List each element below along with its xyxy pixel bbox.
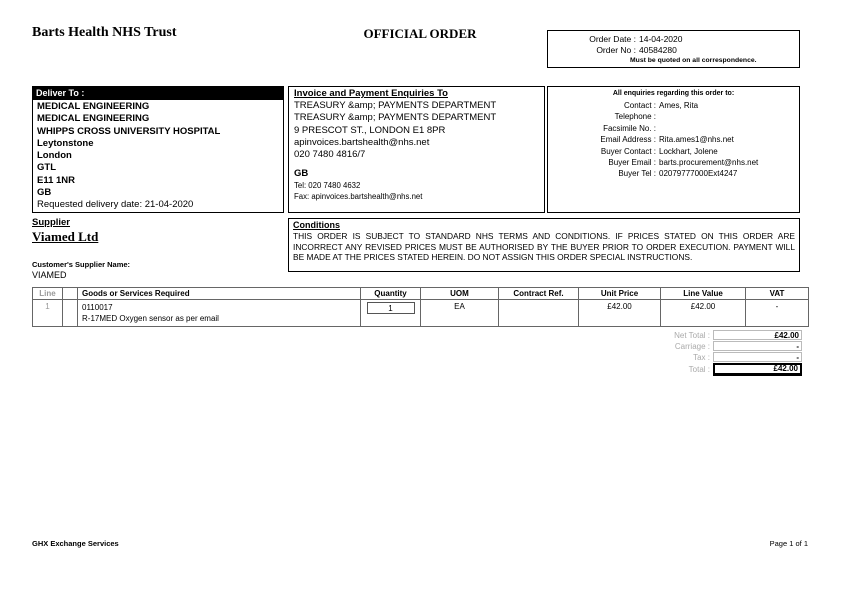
- contact-value: Ames, Rita: [659, 101, 699, 110]
- totals-section: [598, 330, 802, 377]
- col-header-line-value: Line Value: [661, 288, 746, 300]
- item-goods-cell: [78, 300, 361, 327]
- invoice-enquiries-address: [294, 100, 539, 161]
- buyer-contact-label: Buyer Contact :: [600, 146, 656, 156]
- carriage-label: Carriage :: [674, 341, 710, 351]
- order-no-row: [548, 45, 799, 56]
- carriage-value: -: [713, 341, 802, 351]
- order-note: Must be quoted on all correspondence.: [630, 57, 757, 64]
- enquiries-contact-box: [547, 86, 800, 213]
- address-line: Leytonstone: [37, 137, 94, 149]
- invoice-enquiries-heading: Invoice and Payment Enquiries To: [294, 88, 448, 99]
- trust-name: Barts Health NHS Trust: [32, 25, 177, 40]
- invoice-phone: 020 7480 4816/7: [294, 149, 366, 161]
- order-date-value: 14-04-2020: [639, 34, 683, 44]
- net-total-row: [598, 330, 802, 340]
- buyer-email-label: Buyer Email :: [608, 158, 656, 168]
- page-title: OFFICIAL ORDER: [363, 26, 477, 41]
- invoice-line: 9 PRESCOT ST., LONDON E1 8PR: [294, 124, 446, 136]
- footer-page-number: Page 1 of 1: [769, 539, 808, 548]
- invoice-email: apinvoices.bartshealth@nhs.net: [294, 136, 430, 148]
- tax-value: -: [713, 352, 802, 362]
- buyer-email-value: barts.procurement@nhs.net: [659, 158, 759, 168]
- item-line-number: 1: [33, 300, 63, 327]
- order-info-box: [547, 30, 800, 68]
- supplier-block: [32, 217, 130, 280]
- item-unit-price: £42.00: [579, 300, 661, 327]
- footer-service-name: GHX Exchange Services: [32, 539, 119, 548]
- line-items-table: [32, 287, 809, 327]
- item-code: 0110017: [82, 303, 113, 312]
- col-header-line: Line: [33, 288, 63, 300]
- buyer-tel-value: 02079777000Ext4247: [659, 169, 738, 179]
- grand-total-label: Total :: [688, 365, 710, 374]
- address-line: GB: [37, 187, 52, 199]
- deliver-to-address: [33, 100, 283, 213]
- address-line: GTL: [37, 162, 56, 174]
- contact-row: [548, 157, 799, 168]
- conditions-heading: Conditions: [293, 220, 340, 230]
- item-vat: -: [746, 300, 809, 327]
- enquiries-heading: All enquiries regarding this order to:: [612, 90, 735, 97]
- col-header-unit-price: Unit Price: [579, 288, 661, 300]
- facsimile-label: Facsimile No. :: [603, 123, 656, 133]
- net-total-value: £42.00: [713, 330, 802, 340]
- table-row: [33, 300, 809, 327]
- deliver-to-box: [32, 86, 284, 213]
- telephone-label: Telephone :: [614, 112, 656, 122]
- tax-label: Tax :: [693, 352, 710, 362]
- col-header-vat: VAT: [746, 288, 809, 300]
- supplier-heading: Supplier: [32, 217, 71, 228]
- col-header-quantity: Quantity: [361, 288, 421, 300]
- address-line: MEDICAL ENGINEERING: [37, 113, 150, 125]
- item-line-value: £42.00: [661, 300, 746, 327]
- supplier-name: Viamed Ltd: [32, 229, 99, 244]
- buyer-tel-label: Buyer Tel :: [618, 169, 656, 179]
- contact-row: [548, 100, 799, 111]
- email-address-label: Email Address :: [600, 135, 656, 145]
- item-quantity: 1: [367, 302, 415, 314]
- invoice-fax: Fax: apinvoices.bartshealth@nhs.net: [294, 192, 423, 202]
- item-quantity-cell: [361, 300, 421, 327]
- order-date-label: Order Date :: [589, 34, 636, 44]
- address-line: MEDICAL ENGINEERING: [37, 101, 150, 112]
- invoice-line: TREASURY &amp; PAYMENTS DEPARTMENT: [294, 112, 497, 124]
- invoice-enquiries-box: [288, 86, 545, 213]
- item-contract-ref: [499, 300, 579, 327]
- order-no-value: 40584280: [639, 45, 677, 55]
- contact-row: [548, 168, 799, 179]
- tax-row: [598, 352, 802, 362]
- invoice-tel-fax: [294, 180, 539, 202]
- contact-row: [548, 111, 799, 122]
- item-description: R-17MED Oxygen sensor as per email: [82, 314, 219, 323]
- col-header-goods: Goods or Services Required: [78, 288, 361, 300]
- order-no-label: Order No :: [596, 45, 636, 55]
- customer-supplier-label: Customer's Supplier Name:: [32, 260, 131, 269]
- order-date-row: [548, 34, 799, 45]
- address-line: London: [37, 150, 72, 162]
- email-address-value: Rita.ames1@nhs.net: [659, 135, 734, 145]
- contact-row: [548, 123, 799, 134]
- item-spacer-cell: [63, 300, 78, 327]
- address-line: WHIPPS CROSS UNIVERSITY HOSPITAL: [37, 125, 221, 137]
- table-header-row: [33, 288, 809, 300]
- col-header-uom: UOM: [421, 288, 499, 300]
- contact-row: [548, 134, 799, 145]
- item-uom: EA: [421, 300, 499, 327]
- deliver-to-heading: Deliver To :: [33, 87, 283, 100]
- address-line: E11 1NR: [37, 174, 76, 186]
- buyer-contact-value: Lockhart, Jolene: [659, 146, 718, 156]
- conditions-text: THIS ORDER IS SUBJECT TO STANDARD NHS TERMS AND CONDITIONS. IF PRICES STATED ON THIS ORDER ARE INCORRECT ANY REVISED PRICES MUST BE AUTHORISED BY THE BUYER PRIOR TO ORDER EXECUTION. PAYMENT WILL BE MADE AT THE PRICES STATED HEREIN. DO NOT ASSIGN THIS ORDER SPECIAL INSTRUCTIONS.: [293, 231, 795, 263]
- conditions-box: [288, 218, 800, 272]
- customer-supplier-name: VIAMED: [32, 270, 67, 280]
- carriage-row: [598, 341, 802, 351]
- contact-label: Contact :: [623, 101, 656, 110]
- invoice-tel: Tel: 020 7480 4632: [294, 181, 361, 191]
- grand-total-row: [598, 363, 802, 376]
- invoice-line: TREASURY &amp; PAYMENTS DEPARTMENT: [294, 100, 497, 111]
- col-header-contract-ref: Contract Ref.: [499, 288, 579, 300]
- requested-delivery-date: Requested delivery date: 21-04-2020: [37, 199, 194, 211]
- col-header-spacer: [63, 288, 78, 300]
- contact-row: [548, 146, 799, 157]
- invoice-country: GB: [294, 168, 309, 180]
- net-total-label: Net Total :: [674, 330, 710, 340]
- grand-total-value: £42.00: [713, 363, 802, 376]
